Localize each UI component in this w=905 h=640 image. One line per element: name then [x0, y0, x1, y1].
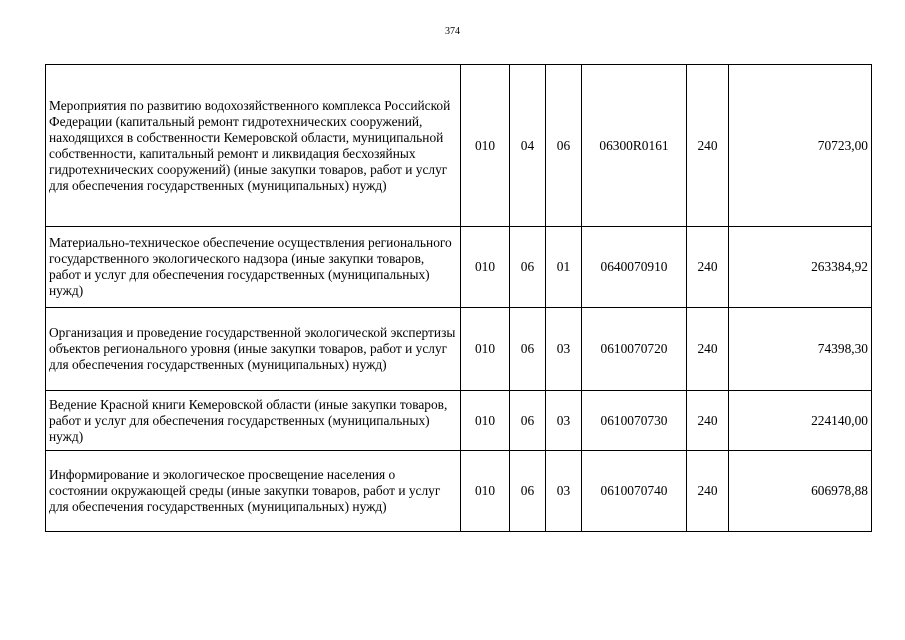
ministry-code: 010: [461, 65, 510, 227]
subsection-code: 01: [546, 227, 582, 308]
subsection-code: 03: [546, 391, 582, 451]
target-article-code: 0610070730: [582, 391, 687, 451]
amount: 263384,92: [729, 227, 872, 308]
amount: 74398,30: [729, 308, 872, 391]
amount: 70723,00: [729, 65, 872, 227]
ministry-code: 010: [461, 391, 510, 451]
expense-type-code: 240: [687, 451, 729, 532]
target-article-code: 0610070740: [582, 451, 687, 532]
row-name: Ведение Красной книги Кемеровской области (иные закупки товаров, работ и услуг для обеспечения государственных (муниципальных) нужд): [46, 391, 461, 451]
page-number: 374: [445, 26, 460, 37]
section-code: 06: [510, 451, 546, 532]
subsection-code: 03: [546, 451, 582, 532]
table-row: [46, 65, 872, 227]
section-code: 06: [510, 308, 546, 391]
ministry-code: 010: [461, 308, 510, 391]
ministry-code: 010: [461, 227, 510, 308]
section-code: 06: [510, 391, 546, 451]
subsection-code: 06: [546, 65, 582, 227]
section-code: 06: [510, 227, 546, 308]
amount: 224140,00: [729, 391, 872, 451]
table-row: [46, 308, 872, 391]
budget-table: [45, 64, 872, 532]
target-article-code: 06300R0161: [582, 65, 687, 227]
expense-type-code: 240: [687, 308, 729, 391]
expense-type-code: 240: [687, 227, 729, 308]
table-row: [46, 227, 872, 308]
target-article-code: 0640070910: [582, 227, 687, 308]
row-name: Материально-техническое обеспечение осуществления регионального государственного экологического надзора (иные закупки товаров, работ и услуг для обеспечения государственных (муниципальных) нужд): [46, 227, 461, 308]
section-code: 04: [510, 65, 546, 227]
expense-type-code: 240: [687, 391, 729, 451]
expense-type-code: 240: [687, 65, 729, 227]
target-article-code: 0610070720: [582, 308, 687, 391]
row-name: Мероприятия по развитию водохозяйственного комплекса Российской Федерации (капитальный ремонт гидротехнических сооружений, находящихся в собственности Кемеровской области, муниципальной собственности, капитальный ремонт и ликвидация бесхозяйных гидротехнических сооружений) (иные закупки товаров, работ и услуг для обеспечения государственных (муниципальных) нужд): [46, 65, 461, 227]
table-row: [46, 391, 872, 451]
row-name: Информирование и экологическое просвещение населения о состоянии окружающей среды (иные закупки товаров, работ и услуг для обеспечения государственных (муниципальных) нужд): [46, 451, 461, 532]
subsection-code: 03: [546, 308, 582, 391]
amount: 606978,88: [729, 451, 872, 532]
ministry-code: 010: [461, 451, 510, 532]
table-row: [46, 451, 872, 532]
row-name: Организация и проведение государственной экологической экспертизы объектов регионального уровня (иные закупки товаров, работ и услуг для обеспечения государственных (муниципальных) нужд): [46, 308, 461, 391]
